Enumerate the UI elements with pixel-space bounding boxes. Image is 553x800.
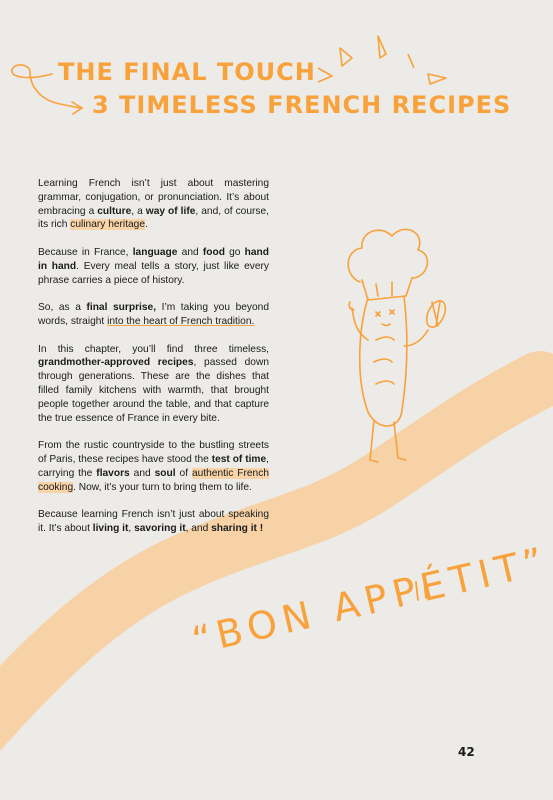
paragraph-2	[38, 246, 269, 287]
text-span: So, as a	[38, 302, 87, 314]
title-line-1: THE FINAL TOUCH	[58, 58, 316, 86]
text-span: I’m taking you beyond words, straight	[38, 302, 269, 327]
bold-span: living it	[92, 522, 129, 534]
text-span: Learning French isn’t just about mastering grammar, conjugation, or pronunciation. It’s about embracing a	[38, 178, 269, 217]
text-span: ,	[128, 522, 135, 534]
text-span: and	[129, 467, 155, 479]
paragraph-5	[38, 439, 269, 494]
bold-span: culture	[97, 205, 132, 217]
bold-span: test of time	[211, 453, 267, 465]
bold-span: sharing it !	[211, 522, 264, 534]
bold-span: flavors	[96, 467, 130, 479]
bold-span: language	[132, 246, 178, 258]
text-span: and	[177, 246, 203, 258]
bold-span: final surprise,	[86, 302, 157, 314]
bold-span: way of life	[145, 205, 196, 217]
text-span: . Now, it’s your turn to bring them to life.	[73, 481, 252, 493]
body-text	[38, 177, 269, 550]
paragraph-1	[38, 177, 269, 232]
highlight-span: authentic French cooking	[38, 467, 269, 493]
text-span: , passed down through generations. These are the dishes that filled family kitchens with warmth, that brought people together around the table, and that capture the true essence of France in every bite.	[38, 357, 269, 424]
highlight-span: culinary heritage	[70, 219, 146, 231]
text-span: From the rustic countryside to the bustling streets of Paris, these recipes have stood the	[38, 440, 269, 465]
bold-span: grandmother-approved recipes	[38, 357, 194, 369]
text-span: go	[224, 246, 245, 258]
text-span: of	[175, 467, 192, 479]
text-span: In this chapter, you’ll find three timeless,	[38, 343, 269, 355]
text-span: . Every meal tells a story, just like every phrase carries a piece of history.	[38, 260, 269, 286]
bold-span: soul	[154, 467, 176, 479]
page-number: 42	[458, 745, 475, 759]
bold-span: food	[202, 246, 225, 258]
text-span: Because in France,	[38, 246, 133, 258]
title-line-2: 3 TIMELESS FRENCH RECIPES	[92, 91, 512, 119]
underline-span: into the heart of French tradition.	[107, 315, 255, 327]
paragraph-6	[38, 508, 269, 536]
text-span: , carrying the	[38, 453, 270, 479]
text-span: , a	[131, 205, 146, 217]
bon-appetit-lettering: “BON APPÉTIT”	[188, 537, 553, 663]
text-span: Because learning French isn’t just about speaking it. It’s about	[38, 509, 269, 534]
text-span: .	[145, 219, 148, 231]
text-span: , and, of course, its rich	[38, 205, 269, 231]
sparkle-lines-icon	[318, 36, 446, 84]
paragraph-4	[38, 343, 269, 426]
bold-span: savoring it	[134, 522, 186, 534]
bold-span: hand in hand	[38, 246, 269, 272]
paragraph-3	[38, 301, 269, 329]
text-span: , and	[185, 522, 212, 534]
